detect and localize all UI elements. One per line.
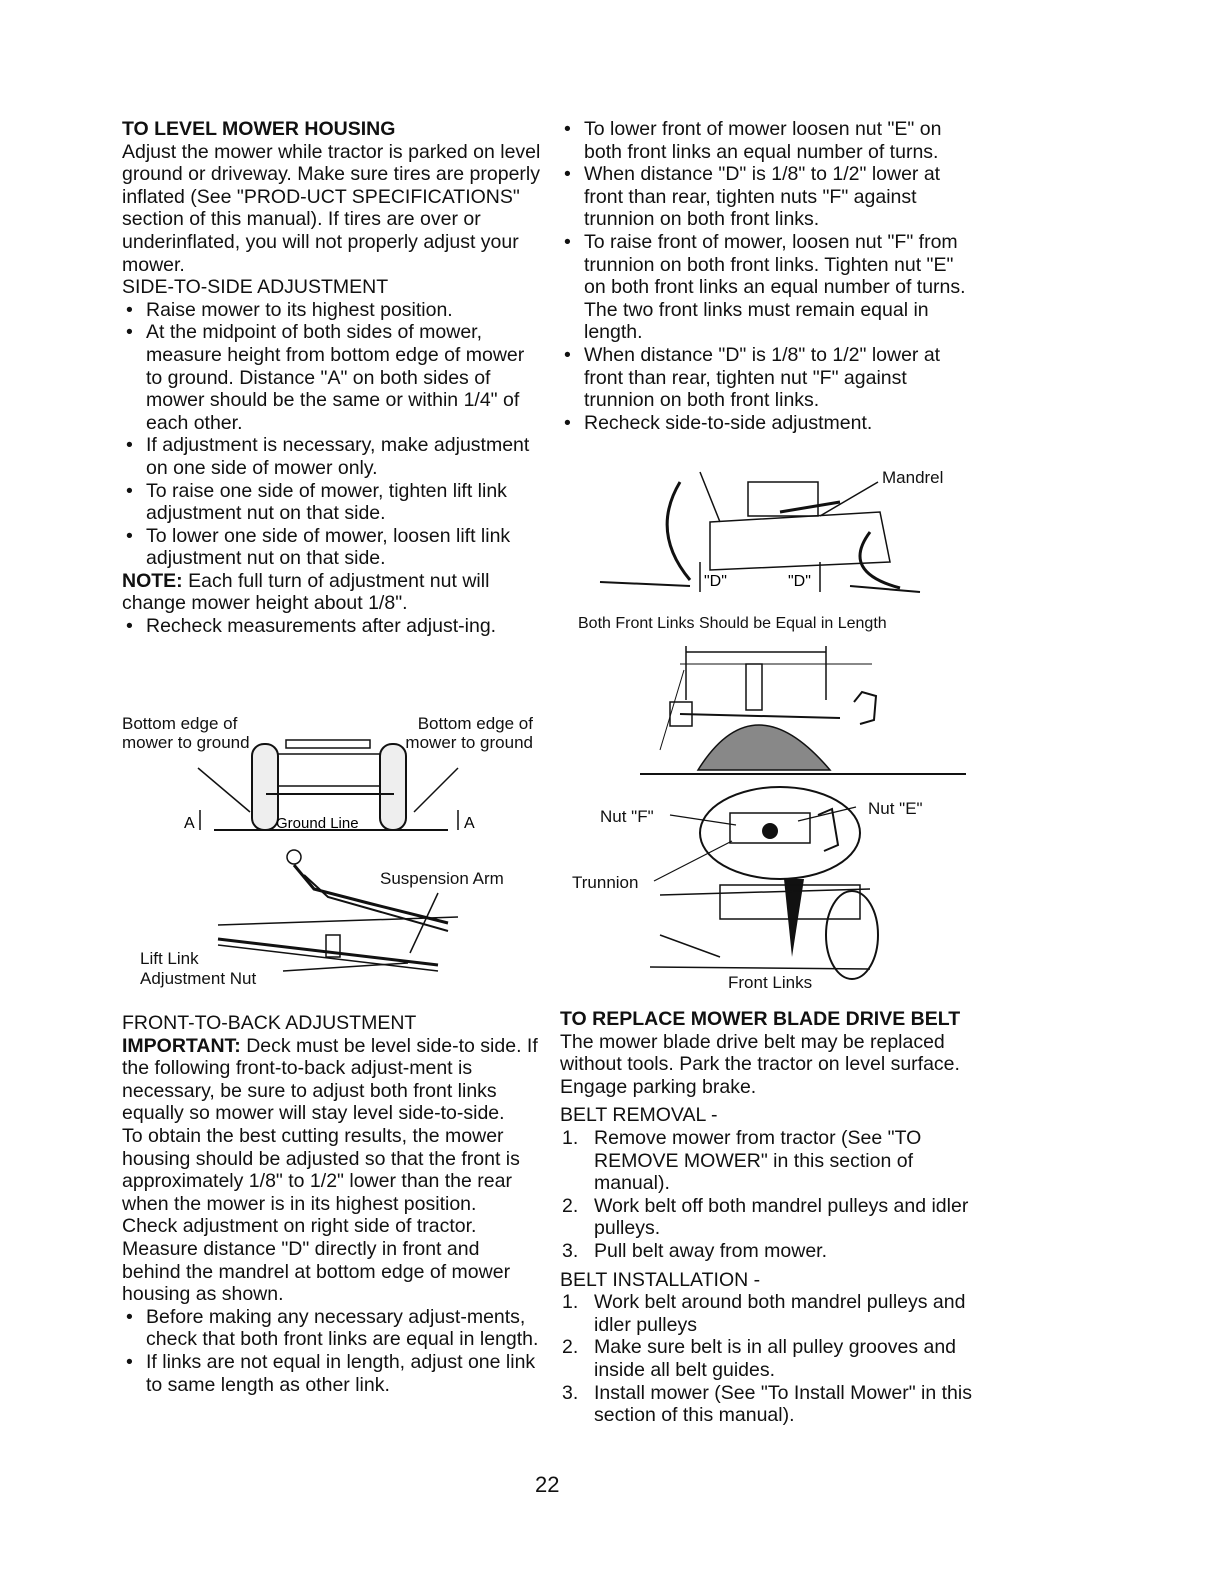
step-number: 1. [562, 1126, 579, 1149]
note-text: Each full turn of adjustment nut will change mower height about 1/8". [122, 569, 490, 615]
nut-f-label: Nut "F" [600, 807, 654, 826]
step-text: Install mower (See "To Install Mower" in this section of this manual). [594, 1381, 972, 1427]
ground-line-label: Ground Line [276, 815, 359, 832]
side-to-side-list [122, 299, 542, 570]
install-steps [560, 1291, 980, 1427]
list-item [560, 1127, 980, 1195]
list-item: • To lower front of mower loosen nut "E" on both front links an equal number of turns. [560, 118, 980, 163]
step-text: Pull belt away from mower. [594, 1239, 828, 1262]
step-number: 3. [562, 1239, 579, 1262]
check-paragraph: Check adjustment on right side of tractor. Measure distance "D" directly in front and behind the mandrel at bottom edge of mower housing as shown. [122, 1215, 511, 1306]
list-item [560, 1336, 980, 1381]
equal-links-figure [640, 640, 970, 780]
step-number: 2. [562, 1336, 579, 1359]
mandrel-figure [580, 462, 980, 602]
distance-d-rear: "D" [788, 573, 811, 590]
step-number: 2. [562, 1194, 579, 1217]
lift-link-label: Lift Link [140, 949, 199, 968]
mower-front-drawing [118, 712, 538, 842]
list-item: • To lower one side of mower, loosen lift link adjustment nut on that side. [122, 525, 542, 570]
suspension-arm-figure [118, 845, 538, 988]
step-text: Work belt off both mandrel pulleys and idler pulleys. [594, 1194, 969, 1240]
list-item: • To raise one side of mower, tighten lift link adjustment nut on that side. [122, 480, 542, 525]
suspension-arm-label: Suspension Arm [380, 869, 504, 888]
mandrel-label: Mandrel [882, 468, 944, 487]
list-item: • To raise front of mower, loosen nut "F" from trunnion on both front links. Tighten nut "E" on both front links an equal number of turns. The two front links must remain equal in length. [560, 231, 980, 344]
front-links-caption: Both Front Links Should be Equal in Length [578, 615, 887, 632]
list-item: • At the midpoint of both sides of mower, measure height from bottom edge of mower to ground. Distance "A" on both sides of mower should be the same or within 1/4" of each other. [122, 321, 542, 434]
list-item: • When distance "D" is 1/8" to 1/2" lower at front than rear, tighten nut "F" against trunnion on both front links. [560, 344, 980, 412]
left-column [122, 118, 542, 638]
belt-heading: TO REPLACE MOWER BLADE DRIVE BELT [560, 1008, 961, 1030]
removal-steps [560, 1127, 980, 1263]
step-text: Work belt around both mandrel pulleys and idler pulleys [594, 1291, 966, 1336]
ground-measure-figure [118, 712, 538, 842]
front-links-list [122, 1306, 542, 1396]
level-mower-heading: TO LEVEL MOWER HOUSING [122, 118, 396, 140]
equal-links-drawing [640, 640, 970, 780]
list-item: • If adjustment is necessary, make adjustment on one side of mower only. [122, 434, 542, 479]
obtain-paragraph: To obtain the best cutting results, the mower housing should be adjusted so that the front is approximately 1/8" to 1/2" lower than the rear when the mower is in its highest position. [122, 1124, 520, 1215]
front-links-label: Front Links [728, 973, 813, 992]
step-text: Remove mower from tractor (See "TO REMOVE MOWER" in this section of manual). [594, 1126, 922, 1195]
front-to-back-section [122, 1012, 542, 1396]
list-item [560, 1240, 980, 1263]
important-paragraph [122, 1035, 542, 1125]
belt-removal-heading: BELT REMOVAL - [560, 1104, 718, 1127]
adjustment-nut-label: Adjustment Nut [140, 969, 257, 988]
note-label: NOTE: [122, 569, 183, 592]
list-item: • If links are not equal in length, adjust one link to same length as other link. [122, 1351, 542, 1396]
list-item: • Before making any necessary adjust-ments, check that both front links are equal in length. [122, 1306, 542, 1351]
right-column [560, 118, 980, 434]
list-item: • When distance "D" is 1/8" to 1/2" lower at front than rear, tighten nuts "F" against trunnion on both front links. [560, 163, 980, 231]
belt-section [560, 1008, 980, 1427]
page-number: 22 [535, 1472, 560, 1497]
bottom-edge-label-right: Bottom edge of mower to ground [405, 714, 533, 752]
note [122, 570, 542, 615]
trunnion-label: Trunnion [572, 873, 639, 892]
distance-d-front: "D" [704, 573, 727, 590]
nut-trunnion-figure [570, 785, 970, 995]
step-number: 3. [562, 1381, 579, 1404]
list-item [560, 1195, 980, 1240]
recheck-list [122, 615, 542, 638]
bottom-edge-label-left: Bottom edge of mower to ground [122, 714, 250, 752]
belt-intro: The mower blade drive belt may be replaced without tools. Park the tractor on level surface. Engage parking brake. [560, 1030, 960, 1098]
list-item: • Recheck side-to-side adjustment. [560, 412, 980, 435]
list-item: • Recheck measurements after adjust-ing. [122, 615, 542, 638]
distance-a-right: A [464, 815, 475, 832]
front-adjust-list [560, 118, 980, 434]
nut-e-label: Nut "E" [868, 799, 923, 818]
list-item [560, 1382, 980, 1427]
distance-a-left: A [184, 815, 195, 832]
step-text: Make sure belt is in all pulley grooves and inside all belt guides. [594, 1336, 957, 1381]
list-item [560, 1291, 980, 1336]
front-to-back-heading: FRONT-TO-BACK ADJUSTMENT [122, 1012, 417, 1034]
belt-installation-heading: BELT INSTALLATION - [560, 1268, 761, 1291]
important-label: IMPORTANT: [122, 1034, 241, 1057]
level-intro: Adjust the mower while tractor is parked on level ground or driveway. Make sure tires are properly inflated (See "PROD-UCT SPECIFICATIONS" section of this manual). If tires are over or underinflated, you will not properly adjust your mower. [122, 140, 541, 276]
step-number: 1. [562, 1291, 579, 1314]
side-to-side-heading: SIDE-TO-SIDE ADJUSTMENT [122, 276, 389, 299]
list-item: • Raise mower to its highest position. [122, 299, 542, 322]
important-text: Deck must be level side-to side. If the following front-to-back adjust-ment is necessary, be sure to adjust both front links equally so mower will stay level side-to-side. [122, 1034, 538, 1125]
